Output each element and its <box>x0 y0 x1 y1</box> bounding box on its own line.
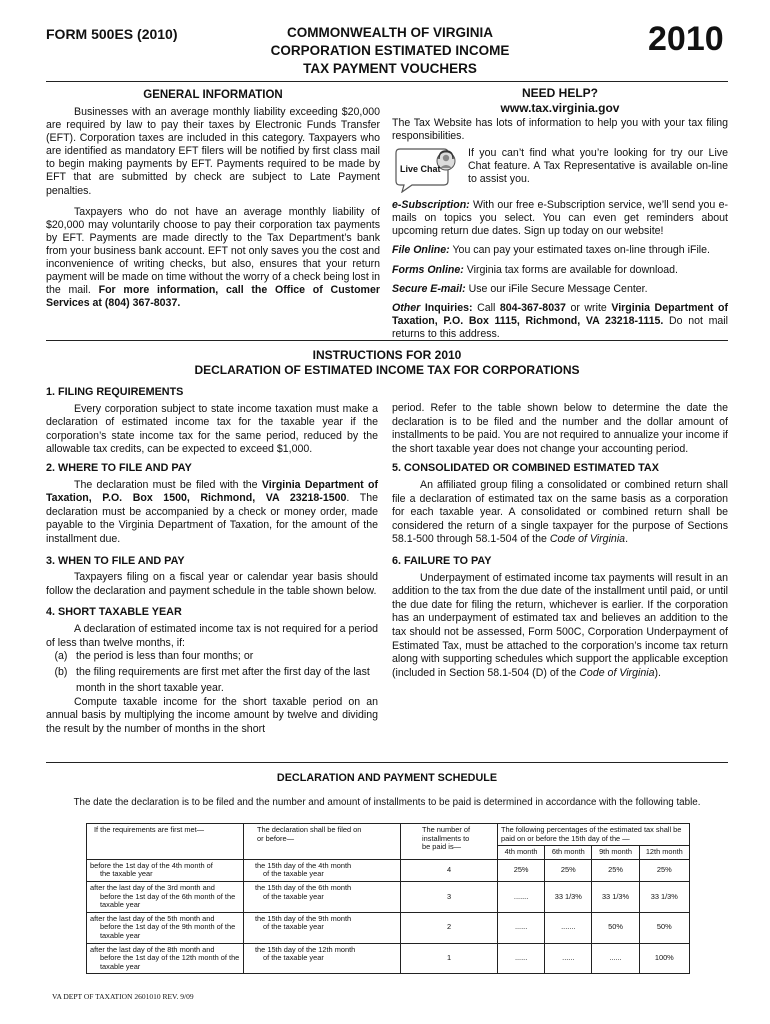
row-1-pct-4: 25% <box>498 859 545 881</box>
e-subscription-item <box>392 199 728 238</box>
general-info-heading: GENERAL INFORMATION <box>143 89 283 101</box>
month-9: 9th month <box>592 846 639 860</box>
forms-online-item <box>392 264 728 277</box>
tax-website-link[interactable]: www.tax.virginia.gov <box>500 101 620 115</box>
general-info-para-2 <box>46 206 380 311</box>
live-chat-text: If you can’t find what you’re looking for try our Live Chat feature. A Tax Representative is available on-line to assist you. <box>468 147 728 186</box>
section-6-code-ref: Code of Virginia <box>579 666 655 679</box>
row-2-pct-12: 33 1/3% <box>639 881 689 912</box>
section-4-item-a <box>46 650 378 664</box>
section-4-title: 4. SHORT TAXABLE YEAR <box>46 606 182 619</box>
forms-online-text: Virginia tax forms are available for download. <box>466 263 678 276</box>
other-text-3: Do not mail returns to this address. <box>392 314 728 340</box>
table-row <box>87 881 690 912</box>
e-subscription-text: With our free e-Subscription service, we’ll send you e-mails on topics you select. You can even get reminders about upcoming return due dates. Sign up today on our website! <box>392 199 728 238</box>
row-1-pct-6: 25% <box>545 859 592 881</box>
form-id: FORM 500ES (2010) <box>46 26 178 42</box>
help-title: NEED HELP? <box>521 86 598 100</box>
section-6-text-1: Underpayment of estimated income tax payments will result in an addition to the tax from the due date of the installment until paid, or until the due date for filing the return, whichever is earlier. If the corporation has an underpayment of estimated tax and believes an addition to the tax should not be assessed, Form 500C, Corporation Underpayment of Estimated Tax, must be attached to the corporation’s income tax return along with supporting schedules which support the applicable exception (included in Section 58.1-504 (D) of the <box>392 571 728 679</box>
header-installments <box>401 824 498 860</box>
live-chat-label: Live Chat <box>400 164 441 175</box>
section-5-code-ref: Code of Virginia <box>549 533 626 546</box>
row-1-installments: 4 <box>401 859 498 881</box>
item-a-text: the period is less than four months; or <box>76 650 254 663</box>
footer-form-number: VA DEPT OF TAXATION 2601010 REV. 9/09 <box>52 992 194 1001</box>
row-1-due: the 15th day of the 4th month of the taxable year <box>244 859 401 881</box>
file-online-text: You can pay your estimated taxes on-line through iFile. <box>452 244 710 257</box>
secure-email-text: Use our iFile Secure Message Center. <box>468 282 648 295</box>
item-a-label: (a) <box>54 650 68 663</box>
instructions-divider <box>46 340 728 341</box>
help-heading <box>392 86 728 116</box>
section-2-title: 2. WHERE TO FILE AND PAY <box>46 461 192 474</box>
section-2-text <box>46 479 378 547</box>
help-section <box>392 117 728 341</box>
inquiries-phone: 804-367-8037 <box>499 301 566 314</box>
inquiries-address: Virginia Department of Taxation, P.O. Box 1115, Richmond, VA 23218-1115. <box>392 301 728 327</box>
row-4-installments: 1 <box>401 943 498 974</box>
row-3-installments: 2 <box>401 912 498 943</box>
title-line-2: CORPORATION ESTIMATED INCOME <box>270 43 510 58</box>
row-2-installments: 3 <box>401 881 498 912</box>
secure-email-label: Secure E-mail: <box>392 282 466 295</box>
table-row <box>87 943 690 974</box>
row-1-pct-9: 25% <box>592 859 639 881</box>
month-12: 12th month <box>639 846 689 860</box>
section-3-title: 3. WHEN TO FILE AND PAY <box>46 554 185 567</box>
header-requirements <box>87 824 244 860</box>
row-2-due: the 15th day of the 6th month of the taxable year <box>244 881 401 912</box>
section-4-continued: period. Refer to the table shown below to determine the date the declaration is to be filed and the number and the dollar amount of installments to be paid. You are not required to annualize your income if the short taxable year does not change your accounting period. <box>392 402 728 455</box>
other-inquiries-item <box>392 302 728 341</box>
section-6-text <box>392 572 728 681</box>
title-line-1: COMMONWEALTH OF VIRGINIA <box>287 25 493 40</box>
other-text-1: Call <box>477 301 496 314</box>
other-label: Other <box>392 301 421 314</box>
row-3-pct-6: ....... <box>545 912 592 943</box>
e-subscription-label: e-Subscription: <box>392 199 470 212</box>
schedule-intro: The date the declaration is to be filed and the number and amount of installments to be paid is determined in accordance with the following table. <box>73 797 701 808</box>
row-2-pct-9: 33 1/3% <box>592 881 639 912</box>
row-4-pct-12: 100% <box>639 943 689 974</box>
row-1-pct-12: 25% <box>639 859 689 881</box>
general-info-para-1: Businesses with an average monthly liability exceeding $20,000 are required by law to pay their taxes by Electronic Funds Transfer (EFT). Corporation taxes are included in this category. Taxpayers who are identified as mandatory EFT filers will be notified by first class mail to begin making payments by EFT. Payments required to be made by EFT that are submitted by check are subject to Late Payment penalties. <box>46 106 380 197</box>
row-3-pct-9: 50% <box>592 912 639 943</box>
row-4-pct-6: ...... <box>545 943 592 974</box>
table-row <box>87 912 690 943</box>
table-row <box>87 859 690 881</box>
row-4-condition: after the last day of the 8th month and before the 1st day of the 12th month of the taxable year <box>87 943 244 974</box>
other-text-2: or write <box>570 301 607 314</box>
item-b-label: (b) <box>54 665 68 678</box>
section-3-text: Taxpayers filing on a fiscal year or calendar year basis should follow the declaration and payment schedule in the table shown below. <box>46 571 378 597</box>
section-5-text-1: An affiliated group filing a consolidated or combined return shall file a declaration of estimated tax on the same basis as a corporation for each taxable year. A consolidated or combined return shall be considered the return of a single taxpayer for the purpose of Sections 58.1-500 through 58.1-504 of the <box>392 478 728 546</box>
schedule-divider <box>46 762 728 763</box>
section-5-text <box>392 479 728 547</box>
section-6-text-2: ). <box>654 666 661 679</box>
secure-email-item <box>392 283 728 296</box>
instructions-left-column <box>46 386 378 736</box>
row-4-pct-9: ...... <box>592 943 639 974</box>
header-divider <box>46 81 728 82</box>
row-4-due: the 15th day of the 12th month of the taxable year <box>244 943 401 974</box>
instructions-right-column <box>392 402 728 680</box>
live-chat-block <box>392 147 728 193</box>
section-2-text-1: The declaration must be filed with the <box>74 478 258 491</box>
instructions-heading-line-1: INSTRUCTIONS FOR 2010 <box>312 348 462 362</box>
row-3-pct-12: 50% <box>639 912 689 943</box>
section-5-title: 5. CONSOLIDATED OR COMBINED ESTIMATED TAX <box>392 462 659 475</box>
title-line-3: TAX PAYMENT VOUCHERS <box>303 61 477 76</box>
row-1-condition: before the 1st day of the 4th month of the taxable year <box>87 859 244 881</box>
general-info-section <box>46 106 380 310</box>
section-1-text: Every corporation subject to state income taxation must make a declaration of estimated income tax for the taxable year if the corporation’s state income tax for the same period, reduced by the allowable tax credits, can be expected to exceed $1,000. <box>46 402 378 456</box>
form-title <box>240 24 540 78</box>
row-2-pct-6: 33 1/3% <box>545 881 592 912</box>
month-6: 6th month <box>545 846 592 860</box>
inquiries-label: Inquiries: <box>424 301 473 314</box>
month-4: 4th month <box>498 846 545 860</box>
section-5-text-2: . <box>625 533 629 546</box>
file-online-label: File Online: <box>392 244 450 257</box>
schedule-heading: DECLARATION AND PAYMENT SCHEDULE <box>276 772 498 784</box>
header-percentages: The following percentages of the estimated tax shall be paid on or before the 15th day of the — <box>498 824 690 846</box>
live-chat-icon[interactable] <box>392 147 458 193</box>
help-intro: The Tax Website has lots of information to help you with your tax filing responsibilities. <box>392 117 728 143</box>
row-2-condition: after the last day of the 3rd month and before the 1st day of the 6th month of the taxable year <box>87 881 244 912</box>
payment-schedule-table <box>86 823 690 974</box>
section-4-text: A declaration of estimated income tax is not required for a period of less than twelve months, if: <box>46 622 378 649</box>
file-online-item <box>392 244 728 257</box>
row-2-pct-4: ....... <box>498 881 545 912</box>
section-4-item-b <box>46 664 378 696</box>
section-2-address: Virginia Department of Taxation, P.O. Box 1500, Richmond, VA 23218-1500 <box>46 478 378 505</box>
header-installments-text: The number of installments to be paid is— <box>422 825 471 852</box>
header-declaration-due-text: The declaration shall be filed on or before— <box>257 825 362 843</box>
row-3-pct-4: ...... <box>498 912 545 943</box>
general-info-para-2-text: Taxpayers who do not have an average monthly liability of $20,000 may voluntarily choose to pay their corporation tax payments by EFT. Payments are made directly to the Tax Department’s bank from your business bank account. EFT not only saves you the cost and inconvenience of writing checks, but also, ensures that your return payment will be made on time without the worry of a check being lost in the mail. <box>46 205 380 297</box>
row-3-condition: after the last day of the 5th month and before the 1st day of the 9th month of the taxable year <box>87 912 244 943</box>
row-3-due: the 15th day of the 9th month of the taxable year <box>244 912 401 943</box>
header-requirements-text: If the requirements are first met— <box>94 825 205 834</box>
section-1-title: 1. FILING REQUIREMENTS <box>46 386 184 398</box>
table-header-row <box>87 824 690 846</box>
form-year: 2010 <box>648 20 724 58</box>
instructions-heading <box>46 348 728 378</box>
row-4-pct-4: ...... <box>498 943 545 974</box>
section-2-text-2: . The declaration must be accompanied by a check or money order, made payable to the Virginia Department of Taxation, for the amount of the installment due. <box>46 492 378 545</box>
instructions-heading-line-2: DECLARATION OF ESTIMATED INCOME TAX FOR CORPORATIONS <box>194 363 580 377</box>
header-declaration-due <box>244 824 401 860</box>
section-4-text-2: Compute taxable income for the short taxable period on an annual basis by multiplying the income amount by twelve and dividing the result by the number of months in the short <box>46 695 378 735</box>
item-b-text: the filing requirements are first met after the first day of the last month in the short taxable year. <box>76 665 370 694</box>
forms-online-label: Forms Online: <box>392 263 464 276</box>
customer-services-note: For more information, call the Office of Customer Services at (804) 367-8037. <box>46 284 380 310</box>
section-6-title: 6. FAILURE TO PAY <box>392 554 492 567</box>
